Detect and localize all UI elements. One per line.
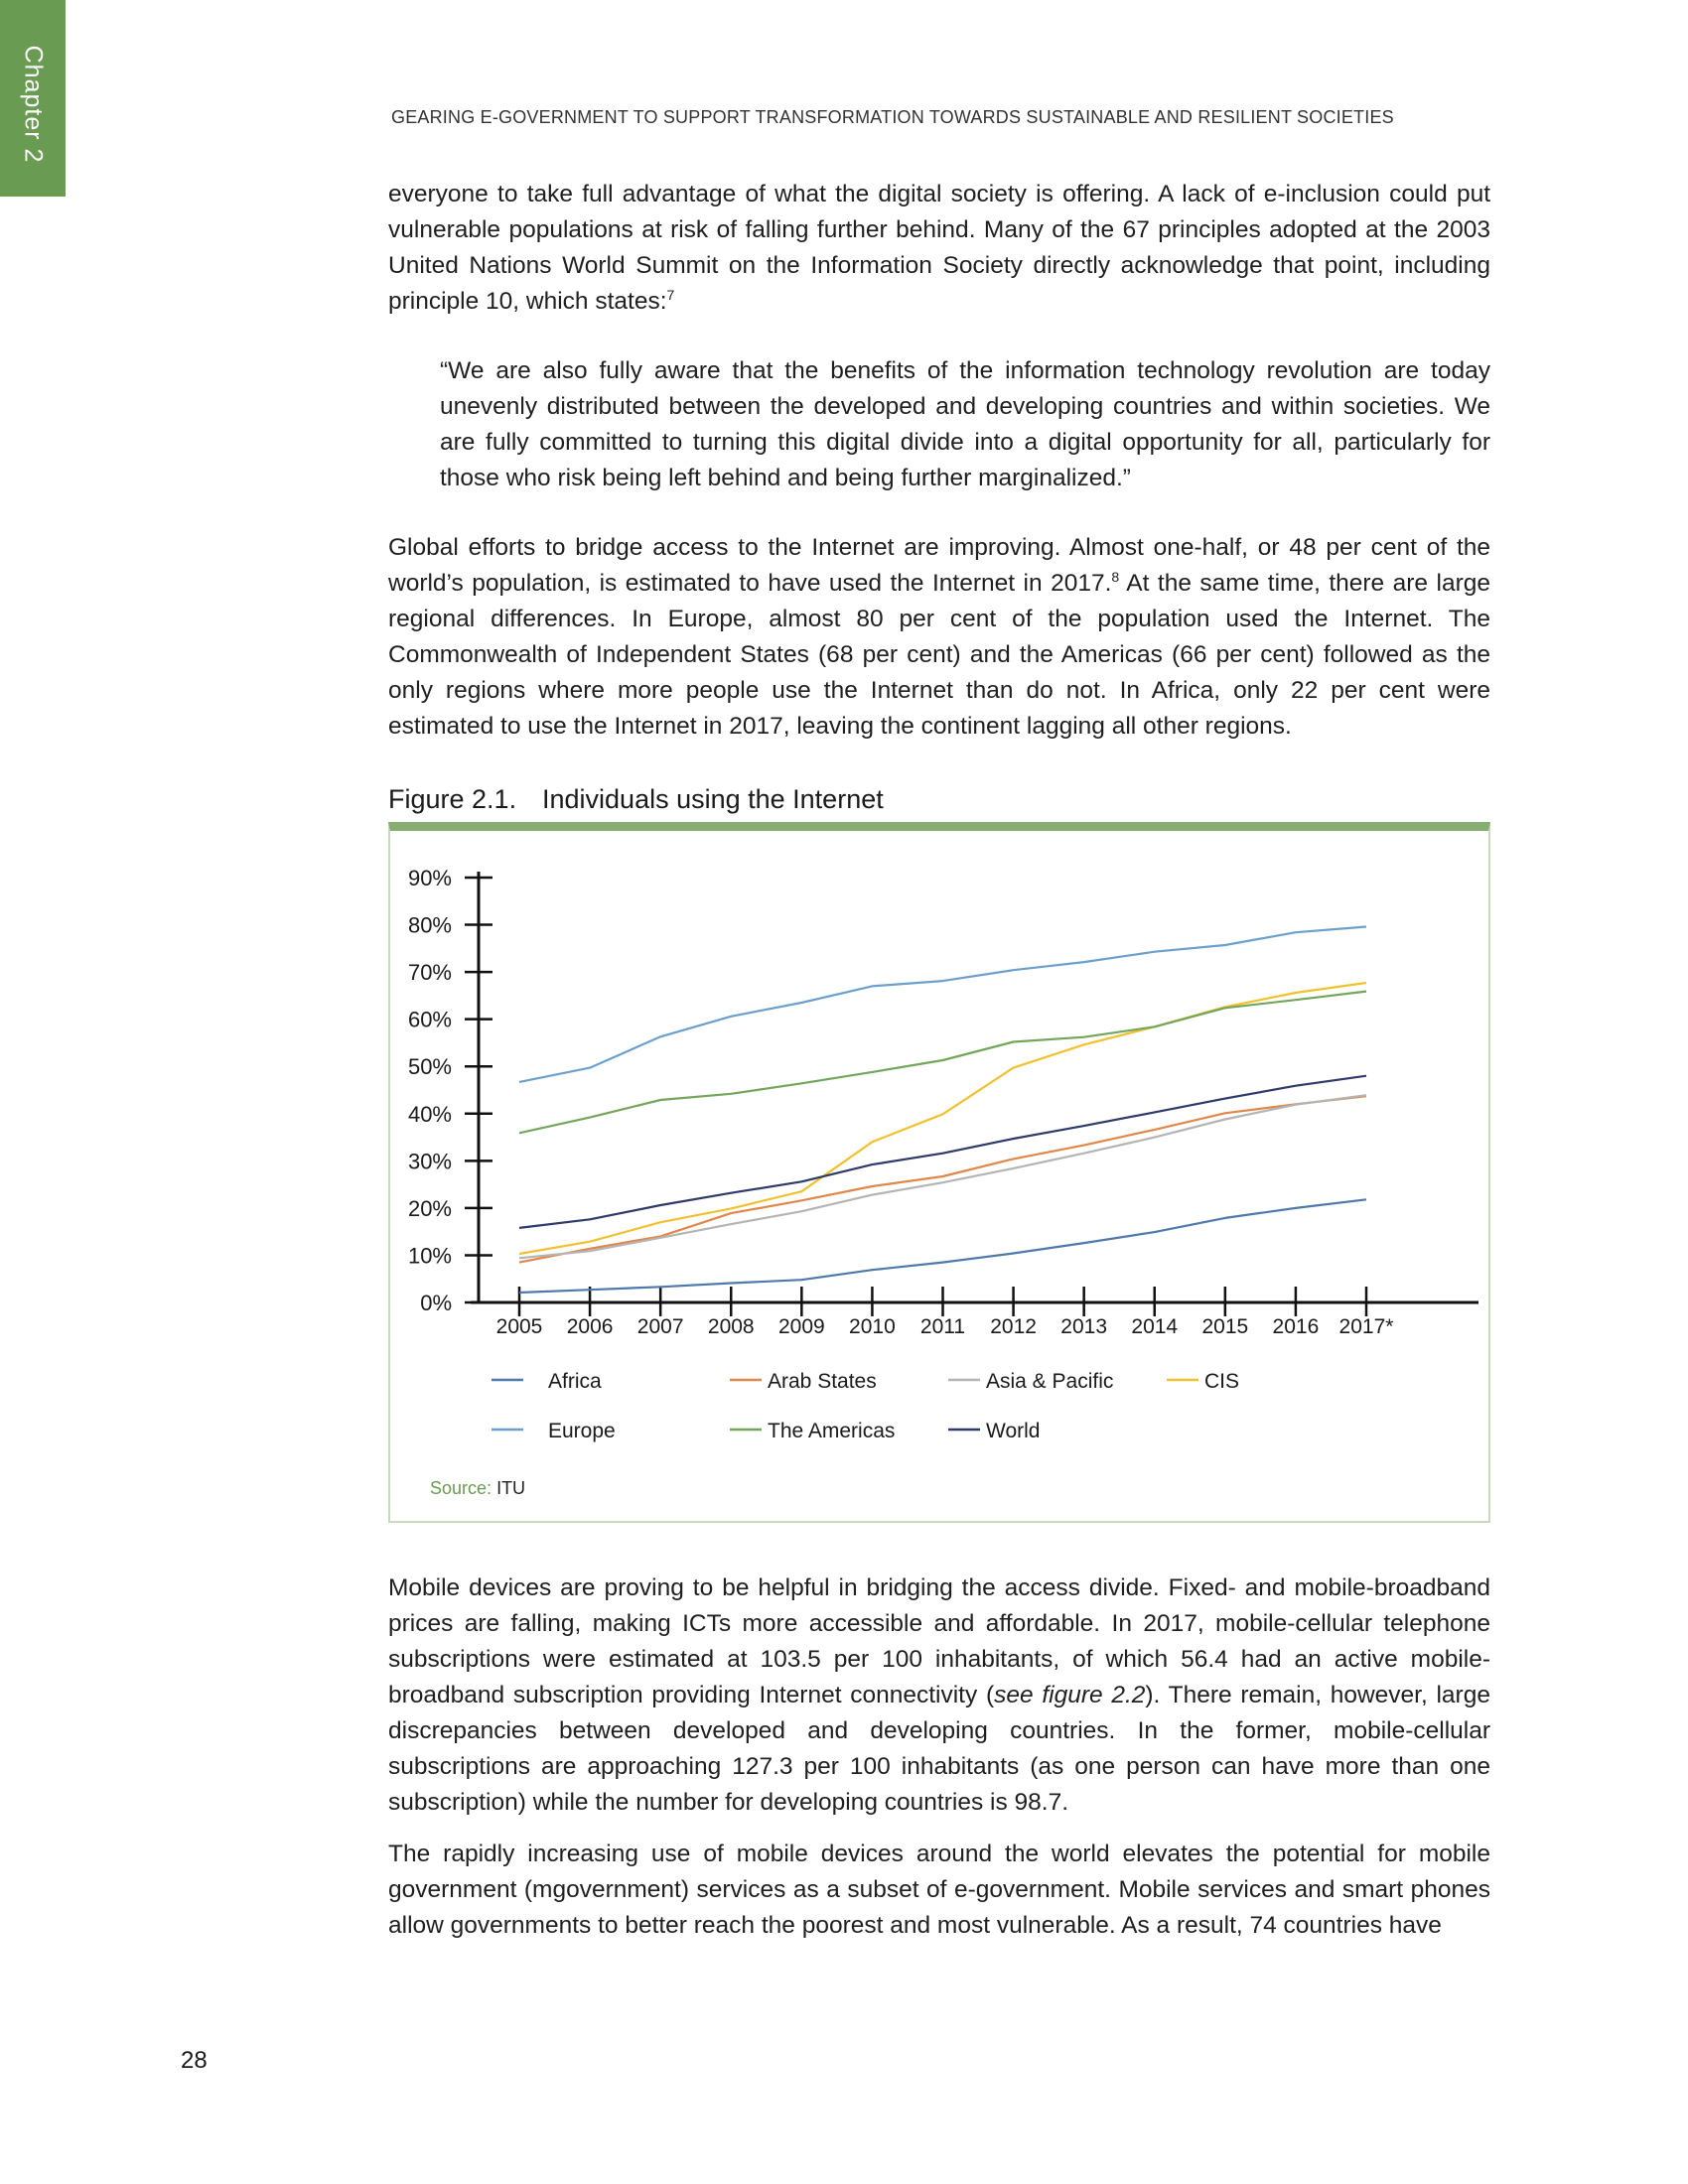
x-tick-label: 2006 xyxy=(566,1315,614,1338)
series-line-arab-states xyxy=(519,1096,1366,1262)
footnote-ref-8[interactable]: 8 xyxy=(1111,568,1120,585)
x-tick-label: 2014 xyxy=(1131,1315,1179,1338)
y-tick-label: 30% xyxy=(407,1149,452,1174)
y-tick-label: 40% xyxy=(407,1101,452,1127)
legend-label: Africa xyxy=(548,1370,602,1393)
legend-label: CIS xyxy=(1204,1370,1240,1393)
figure-number: Figure 2.1. xyxy=(388,784,517,814)
x-tick-label: 2008 xyxy=(707,1315,755,1338)
paragraph-3-text-a: Mobile devices are proving to be helpful in bridging the access divide. Fixed- and mobile-broadband prices are falling, making ICTs more accessible and affordable. In 2017, mobile-cellular telephone subscriptions were estimated at 103.5 per 100 inhabitants, of which 56.4 had an active mobile-broadband subscription providing Internet connectivity ( xyxy=(388,1574,1490,1708)
footnote-ref-7[interactable]: 7 xyxy=(666,286,675,303)
x-tick-label: 2009 xyxy=(777,1315,825,1338)
legend-label: World xyxy=(986,1420,1041,1442)
x-tick-label: 2011 xyxy=(919,1315,966,1338)
figure-cross-reference[interactable]: see figure 2.2 xyxy=(994,1682,1146,1708)
x-tick-label: 2012 xyxy=(990,1315,1037,1338)
y-tick-label: 60% xyxy=(407,1007,452,1032)
x-tick-label: 2015 xyxy=(1201,1315,1249,1338)
x-tick-label: 2017* xyxy=(1338,1315,1394,1338)
series-line-africa xyxy=(519,1199,1366,1293)
series-line-cis xyxy=(519,983,1366,1254)
x-tick-label: 2005 xyxy=(495,1315,543,1338)
legend-label: The Americas xyxy=(768,1420,896,1442)
legend-layer xyxy=(492,1370,1239,1442)
legend-label: Arab States xyxy=(768,1370,877,1393)
paragraph-4: The rapidly increasing use of mobile devices around the world elevates the potential for mobile government (mgovernment) services as a subset of e-government. Mobile services and smart phones allow governments to better reach the poorest and most vulnerable. As a result, 74 countries have xyxy=(388,1841,1490,1939)
paragraph-2-text-b: At the same time, there are large regional differences. In Europe, almost 80 per cent of the population used the Internet. The Commonwealth of Independent States (68 per cent) and the Americas (66 per cent) followed as the only regions where more people use the Internet than do not. In Africa, only 22 per cent were estimated to use the Internet in 2017, leaving the continent lagging all other regions. xyxy=(388,570,1490,740)
chapter-tab-label: Chapter 2 xyxy=(19,45,48,164)
y-tick-label: 10% xyxy=(407,1243,452,1269)
block-quote: “We are also fully aware that the benefits of the information technology revolution are today unevenly distributed between the developed and developing countries and within societies. We are fully committed to turning this digital divide into a digital opportunity for all, particularly for those who risk being left behind and being further marginalized.” xyxy=(440,357,1490,491)
x-tick-label: 2007 xyxy=(636,1315,684,1338)
y-tick-label: 90% xyxy=(407,866,452,890)
source-value: ITU xyxy=(496,1478,526,1498)
y-tick-label: 70% xyxy=(407,960,452,986)
y-tick-label: 0% xyxy=(420,1291,452,1315)
page-number: 28 xyxy=(181,2047,208,2074)
running-head: GEARING E-GOVERNMENT TO SUPPORT TRANSFORMATION TOWARDS SUSTAINABLE AND RESILIENT SOCIETIES xyxy=(391,107,1394,127)
paragraph-3 xyxy=(388,1570,1490,1821)
y-tick-label: 50% xyxy=(407,1054,452,1080)
source-label: Source: xyxy=(430,1478,492,1498)
x-tick-label: 2010 xyxy=(849,1315,896,1338)
y-tick-label: 80% xyxy=(407,912,452,938)
paragraph-1-text: everyone to take full advantage of what the digital society is offering. A lack of e-inclusion could put vulnerable populations at risk of falling further behind. Many of the 67 principles adopted at the 2003 United Nations World Summit on the Information Society directly acknowledge that point, including principle 10, which states: xyxy=(388,181,1490,315)
paragraph-2-text-a: Global efforts to bridge access to the Internet are improving. Almost one-half, or 48 per cent of the world’s population, is estimated to have used the Internet in 2017. xyxy=(388,534,1490,597)
legend-label: Asia & Pacific xyxy=(986,1370,1114,1393)
x-tick-label: 2016 xyxy=(1272,1315,1320,1338)
y-tick-label: 20% xyxy=(407,1195,452,1221)
legend-label: Europe xyxy=(548,1420,616,1442)
paragraph-3-text-b: ). There remain, however, large discrepancies between developed and developing countries. In the former, mobile-cellular subscriptions are approaching 127.3 per 100 inhabitants (as one person can have more than one subscription) while the number for developing countries is 98.7. xyxy=(388,1682,1490,1816)
x-tick-label: 2013 xyxy=(1060,1315,1108,1338)
figure-caption: Individuals using the Internet xyxy=(542,784,884,814)
series-layer xyxy=(519,927,1366,1294)
figure-source xyxy=(430,1478,525,1499)
series-line-world xyxy=(519,1076,1366,1228)
